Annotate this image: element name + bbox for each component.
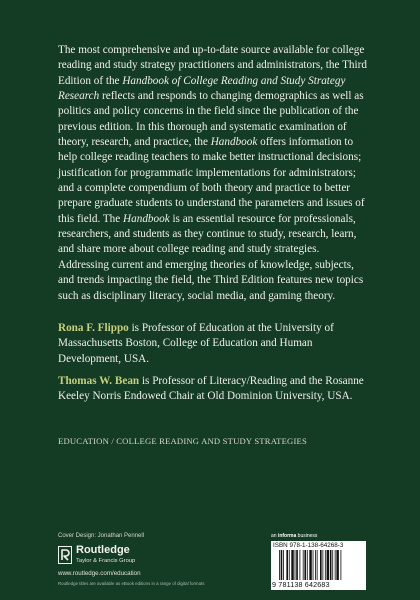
barcode-stripe <box>289 550 290 580</box>
description-part-4: is an essential resource for professionals, researchers, and students as they continue to study, research, learn, and share more about college reading and study strategies. Addressing current and emerging theories of knowledge, subjects, and trends impacting the field, the Third Edition features new topics such as disciplinary literacy, social media, and gaming theory. <box>58 212 364 302</box>
barcode-stripe <box>283 550 284 580</box>
barcode-stripe <box>300 550 301 580</box>
publisher-name: Routledge <box>76 544 130 556</box>
book-description <box>58 43 368 304</box>
barcode-stripe <box>304 550 306 580</box>
barcode-stripe <box>332 550 333 580</box>
barcode-stripe <box>317 550 318 580</box>
barcode-stripe <box>295 550 296 580</box>
barcode-stripe <box>296 550 298 580</box>
book-title: Handbook of College Reading and Study Strategy Research <box>58 74 346 103</box>
informa-prefix: an <box>271 533 278 539</box>
author-bio-flippo <box>58 321 358 367</box>
author-name: Thomas W. Bean <box>58 375 140 387</box>
description-part-1: The most comprehensive and up-to-date source available for college reading and study strategy practitioners and administrators, the Third Edition of the <box>58 44 367 87</box>
barcode-stripe <box>335 550 336 580</box>
routledge-logo-icon <box>58 546 72 564</box>
subject-category: EDUCATION / COLLEGE READING AND STUDY STRATEGIES <box>58 436 307 446</box>
barcode-stripe <box>336 550 338 580</box>
ebook-note: Routledge titles are available as eBook editions in a range of digital formats <box>58 581 205 586</box>
isbn-label: ISBN 978-1-138-64268-3 <box>273 542 344 549</box>
barcode-stripe <box>303 550 304 580</box>
publisher-url[interactable]: www.routledge.com/education <box>58 570 141 577</box>
publisher-group: Taylor & Francis Group <box>76 558 136 564</box>
barcode-digits: 9 781138 642683 <box>272 580 330 589</box>
handbook-ref-2: Handbook <box>123 212 170 225</box>
barcode-stripe <box>325 550 326 580</box>
barcode-stripe <box>291 550 293 580</box>
handbook-ref-1: Handbook <box>210 136 258 149</box>
informa-brand: informa <box>277 533 297 539</box>
informa-suffix: business <box>296 533 318 539</box>
author-bio-text: is Professor of Education at the University of Massachusetts Boston, College of Education and Human Development, USA. <box>58 322 334 365</box>
informa-business-tag <box>271 533 317 539</box>
barcode-icon <box>279 550 363 580</box>
barcode-stripe <box>330 550 332 580</box>
author-name: Rona F. Flippo <box>58 322 129 334</box>
barcode-stripe <box>309 550 311 580</box>
barcode-stripe <box>279 550 280 580</box>
barcode-stripe <box>327 550 329 580</box>
description-part-3: offers information to help college reading teachers to make better instructional decisions; justification for programmatic implementations for administrators; and a complete compendium of both theory and practice to better prepare graduate students to understand the parameters and issues of this field. The <box>58 136 365 225</box>
barcode-stripe <box>315 550 316 580</box>
barcode-stripe <box>320 550 322 580</box>
barcode-stripe <box>307 550 308 580</box>
barcode <box>271 541 366 590</box>
barcode-stripe <box>341 550 342 580</box>
cover-design-credit: Cover Design: Jonathan Pennell <box>58 533 145 539</box>
author-bio-text: is Professor of Literacy/Reading and the Rosanne Keeley Norris Endowed Chair at Old Dominion University, USA. <box>58 375 364 403</box>
barcode-stripe <box>286 550 288 580</box>
barcode-stripe <box>281 550 283 580</box>
barcode-stripe <box>322 550 323 580</box>
author-bio-bean <box>58 374 370 405</box>
description-part-2: reflects and responds to changing demographics as well as politics and policy concerns in the field since the publication of the previous edition. In this thorough and systematic examination of theory, research, and practice, the <box>58 90 364 149</box>
barcode-stripe <box>313 550 314 580</box>
